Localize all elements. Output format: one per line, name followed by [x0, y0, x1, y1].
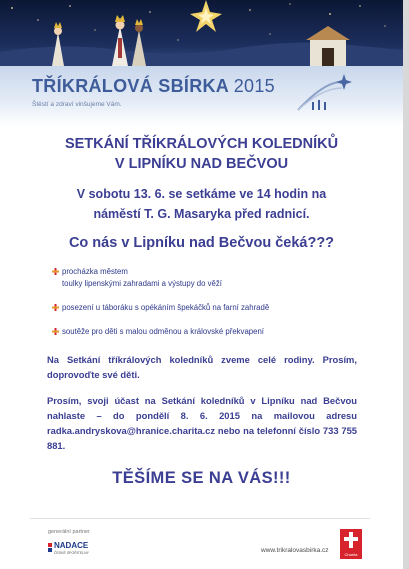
cross-bullet-icon: [52, 304, 59, 311]
charita-label: Charita: [344, 552, 358, 557]
program-question: Co nás v Lipníku nad Bečvou čeká???: [68, 235, 335, 251]
invitation-paragraph: Na Setkání tříkrálových koledníků zveme celé rodiny. Prosím, doprovoďte své děti.: [47, 354, 357, 380]
campaign-title: TŘÍKRÁLOVÁ SBÍRKA 2015: [32, 76, 275, 96]
page-edge: [403, 0, 409, 569]
campaign-tagline: Štěstí a zdraví vinšujeme Vám.: [32, 101, 122, 108]
king-figure-icon: [112, 15, 128, 66]
king-figure-icon: [132, 19, 146, 66]
program-item-walk-detail: toulky lipenskými zahradami a výstupy do věží: [62, 279, 222, 288]
king-figure-icon: [52, 22, 64, 66]
cross-bullet-icon: [52, 268, 59, 275]
intro-line2: náměstí T. G. Masaryka před radnicí.: [93, 207, 310, 221]
partner-label: generální partner: [48, 529, 90, 535]
program-item-contests: soutěže pro děti s malou odměnou a královské překvapení: [62, 327, 264, 336]
night-sky-banner: [0, 0, 403, 66]
intro-line1: V sobotu 13. 6. se setkáme ve 14 hodin na: [76, 187, 327, 201]
comet-star-icon: [296, 70, 356, 115]
partner-subtitle: ČESKÉ SPOŘITELNY: [54, 551, 90, 555]
cross-bullet-icon: [52, 328, 59, 335]
footer-divider: [30, 518, 370, 519]
website-link[interactable]: www.trikralovasbirka.cz: [261, 547, 329, 554]
registration-paragraph: Prosím, svoji účast na Setkání koledníků v Lipníku nad Bečvou nahlaste – do pondělí 8. 6. 2015 na mailovou adresu radka.andryskova@hranice.charita.cz nebo na telefonní číslo 733 755 881.: [47, 395, 357, 451]
program-item-walk: procházka městem: [62, 267, 128, 276]
stable-icon: [306, 26, 350, 66]
charita-cross-icon: [340, 529, 362, 551]
star-of-bethlehem-icon: [190, 0, 222, 32]
program-item-campfire: posezení u táboráku s opékáním špekáčků na farní zahradě: [62, 303, 269, 312]
closing-message: TĚŠÍME SE NA VÁS!!!: [112, 469, 291, 487]
event-title-line1: SETKÁNÍ TŘÍKRÁLOVÝCH KOLEDNÍKŮ: [64, 136, 339, 152]
partner-name: NADACE: [54, 541, 89, 550]
event-title-line2: V LIPNÍKU NAD BEČVOU: [114, 156, 289, 172]
three-kings-illustration: [0, 0, 403, 66]
